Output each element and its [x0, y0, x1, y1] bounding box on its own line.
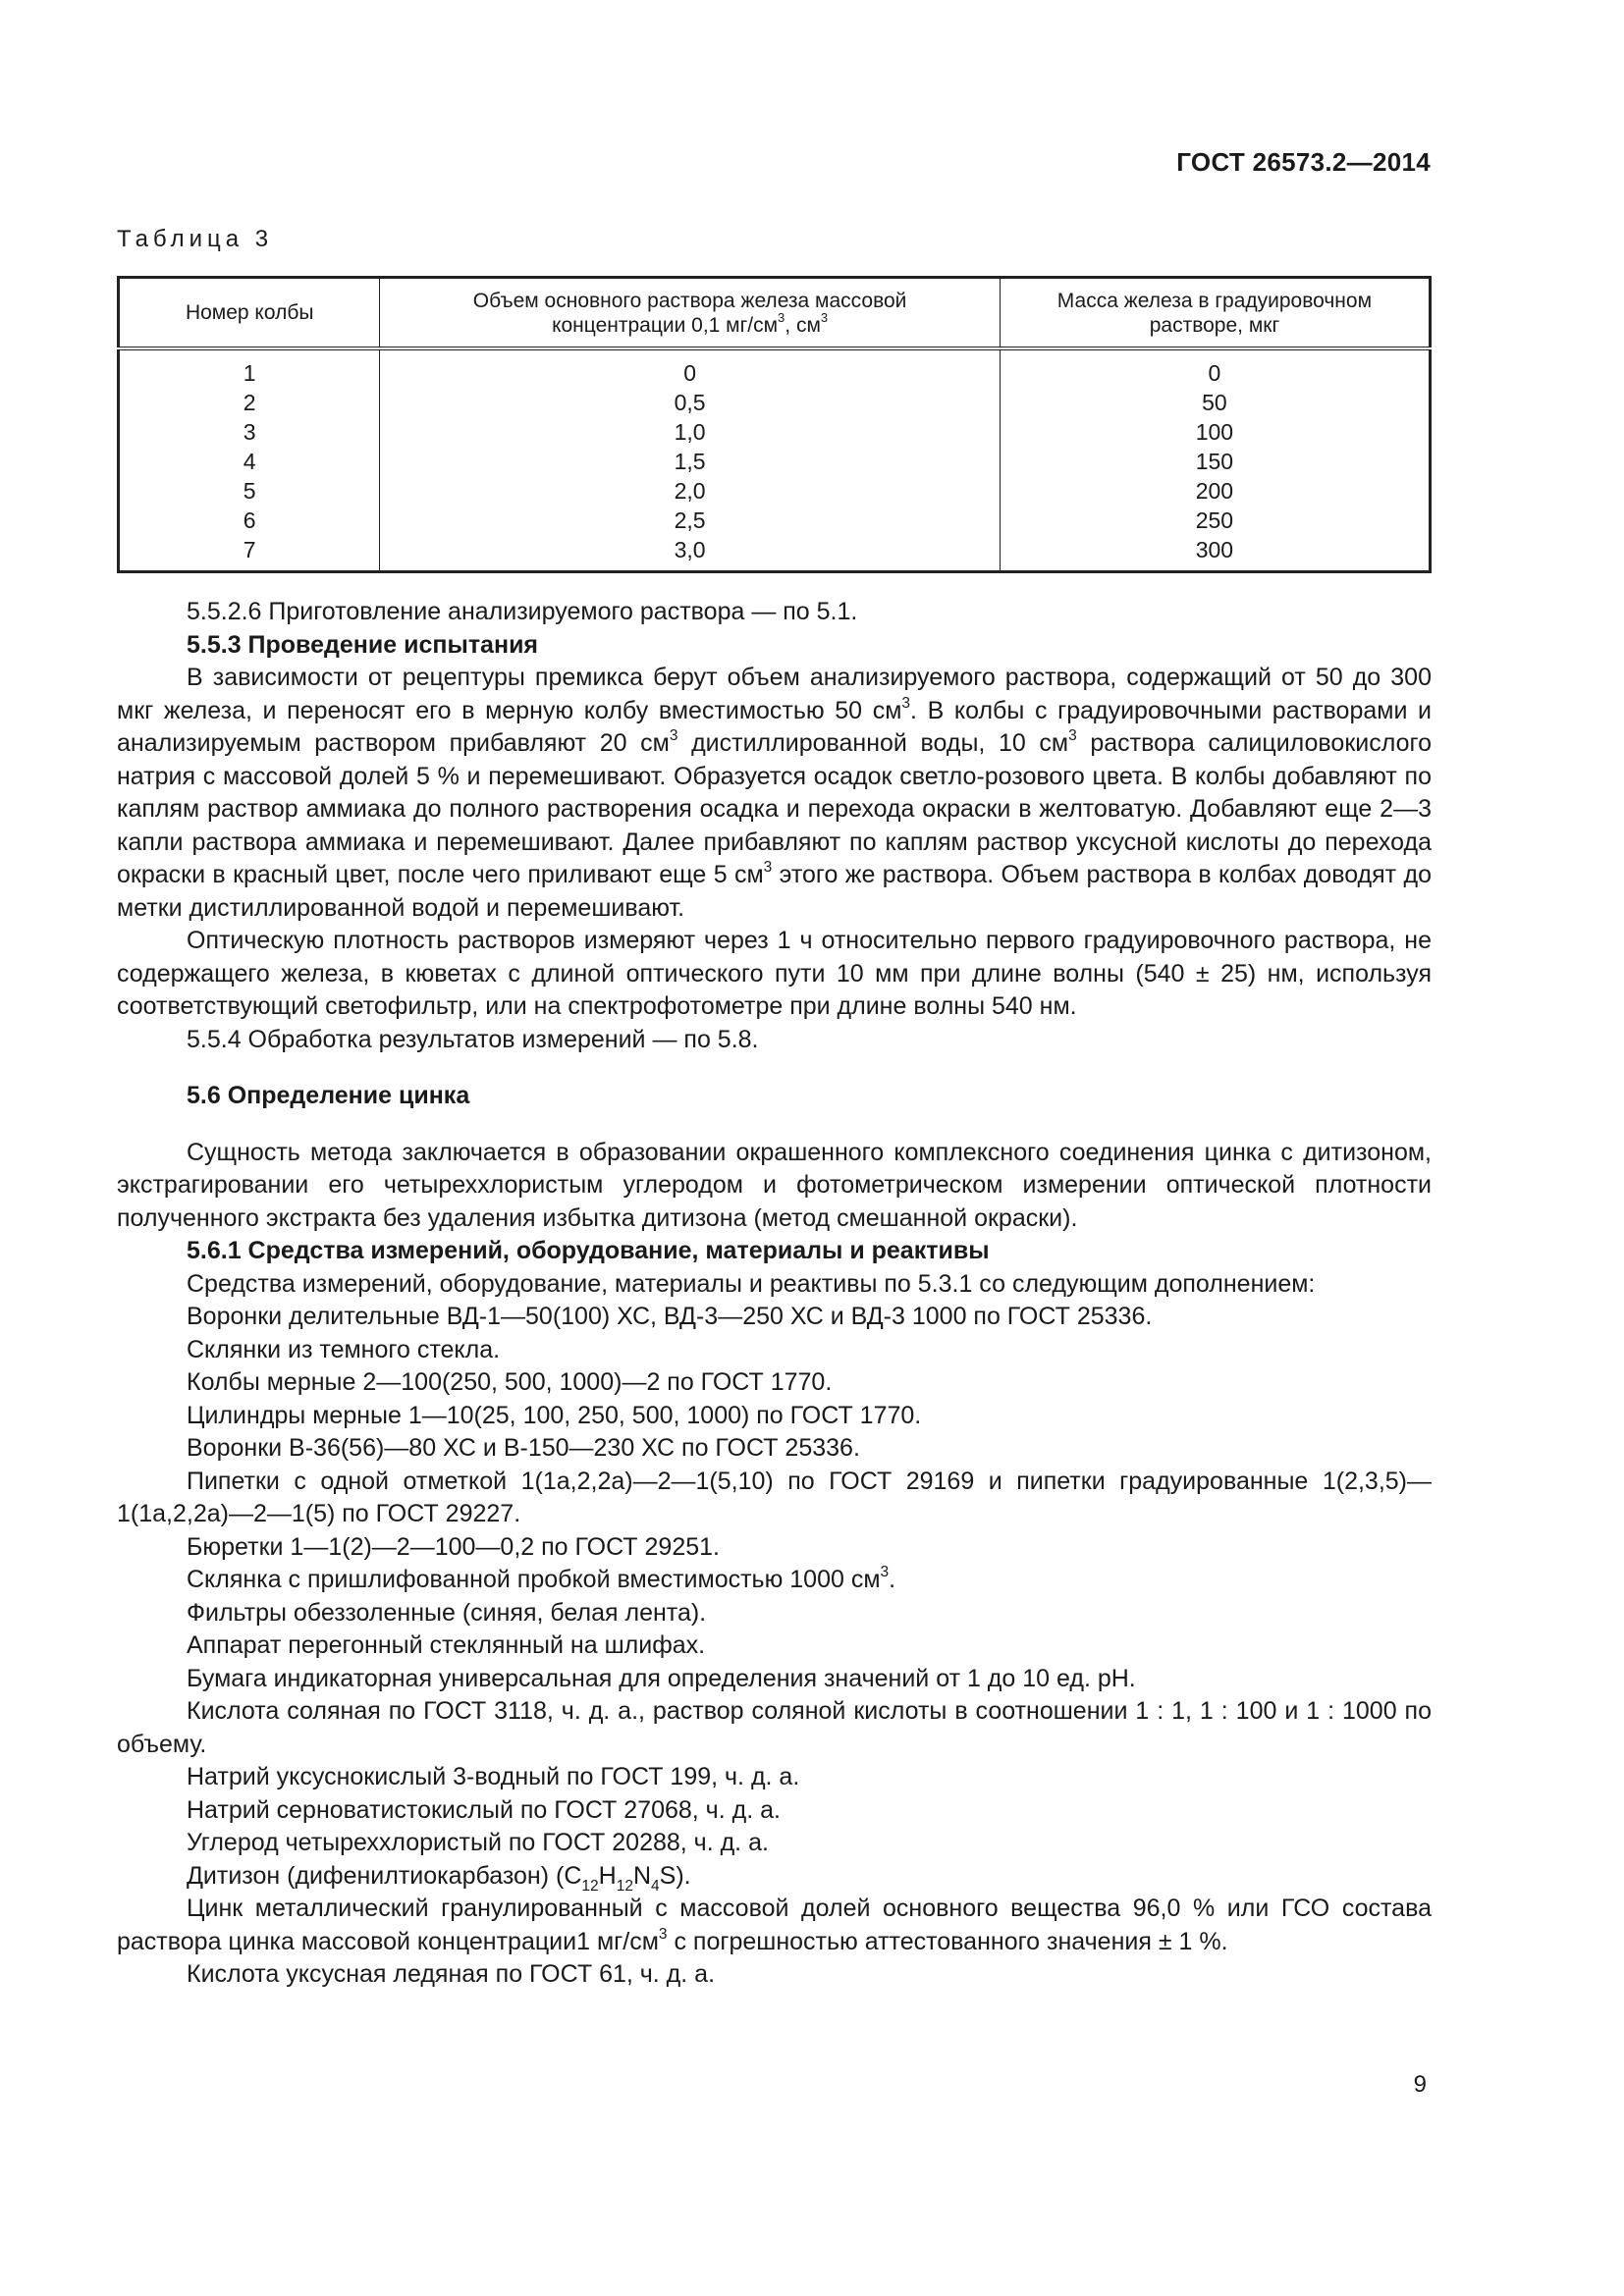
- header-iron-mass: Масса железа в градуировочном растворе, мкг: [1000, 278, 1430, 349]
- table-cell: 4: [243, 449, 256, 474]
- section-heading: 5.6.1 Средства измерений, оборудование, материалы и реактивы: [187, 1237, 990, 1264]
- table-cell: 300: [1195, 537, 1234, 562]
- list-item: Кислота соляная по ГОСТ 3118, ч. д. а., раствор соляной кислоты в соотношении 1 : 1, 1 : 100 и 1 : 1000 по объему.: [117, 1697, 1432, 1758]
- list-item: Цинк металлический гранулированный с массовой долей основного вещества 96,0 % или ГСО состава раствора цинка массовой концентрации1 $мг/см^3$ с погрешностью аттестованного значения ± 1 %.: [117, 1895, 1432, 1955]
- list-item: Углерод четыреххлористый по ГОСТ 20288, ч. д. а.: [187, 1829, 769, 1856]
- table-cell: 5: [243, 478, 256, 504]
- section-heading: 5.5.3 Проведение испытания: [187, 630, 539, 659]
- list-item: Склянки из темного стекла.: [187, 1335, 501, 1363]
- table-cell: 0,5: [674, 390, 706, 415]
- table-cell: 2,5: [674, 507, 706, 533]
- volume-column: [380, 348, 1000, 572]
- flask-number-column: [119, 348, 380, 572]
- table-cell: 2,0: [674, 478, 706, 504]
- table-cell: 3: [243, 419, 256, 445]
- list-item: Колбы мерные 2—100(250, 500, 1000)—2 по ГОСТ 1770.: [187, 1368, 833, 1396]
- list-item: Бумага индикаторная универсальная для определения значений от 1 до 10 ед. рН.: [187, 1664, 1136, 1692]
- page-number: 9: [1413, 2071, 1427, 2098]
- table-cell: 0: [1208, 360, 1221, 386]
- iron-mass-column: [1000, 348, 1430, 572]
- table-cell: 200: [1195, 478, 1234, 504]
- table-cell: 100: [1195, 419, 1234, 445]
- table-header-row: [119, 278, 1431, 349]
- list-item: Аппарат перегонный стеклянный на шлифах.: [187, 1631, 706, 1659]
- table-cell: 2: [243, 390, 256, 415]
- header-flask-number: Номер колбы: [119, 278, 380, 349]
- table-cell: 50: [1202, 390, 1227, 415]
- table-cell: 1,0: [674, 419, 706, 445]
- list-item: Цилиндры мерные 1—10(25, 100, 250, 500, 1000) по ГОСТ 1770.: [187, 1401, 922, 1429]
- list-item: Воронки В-36(56)—80 ХС и В-150—230 ХС по ГОСТ 25336.: [187, 1434, 860, 1462]
- calibration-table: [117, 276, 1432, 573]
- table-cell: 6: [243, 507, 256, 533]
- paragraph: 5.5.4 Обработка результатов измерений — по 5.8.: [187, 1025, 759, 1053]
- header-volume: Объем основного раствора железа массовой концентрации 0,1 $мг/см^3$, $см^3$: [380, 278, 1000, 349]
- table-cell: 1,5: [674, 449, 706, 474]
- body-text: [117, 596, 1432, 1992]
- list-item: Кислота уксусная ледяная по ГОСТ 61, ч. д. а.: [187, 1960, 716, 1988]
- list-item: Пипетки с одной отметкой 1(1а,2,2а)—2—1(5,10) по ГОСТ 29169 и пипетки градуированные 1(2,3,5)—1(1а,2,2а)—2—1(5) по ГОСТ 29227.: [117, 1467, 1432, 1527]
- list-item: Натрий уксуснокислый 3-водный по ГОСТ 199, ч. д. а.: [187, 1763, 800, 1790]
- paragraph: В зависимости от рецептуры премикса берут объем анализируемого раствора, содержащий от 50 до 300 мкг железа, и переносят его в мерную колбу вместимостью 50 $см^3$. В колбы с градуировочными растворами и анализируемым раствором прибавляют 20 $см^3$ дистиллированной воды, 10 $см^3$ раствора салициловокислого натрия с массовой долей 5 % и перемешивают. Образуется осадок светло-розового цвета. В колбы добавляют по каплям раствор аммиака до полного растворения осадка и перехода окраски в желтоватую. Добавляют еще 2—3 капли раствора аммиака и перемешивают. Далее прибавляют по каплям раствор уксусной кислоты до перехода окраски в красный цвет, после чего приливают еще 5 $см^3$ этого же раствора. Объем раствора в колбах доводят до метки дистиллированной водой и перемешивают.: [117, 664, 1432, 922]
- table-body-row: [119, 348, 1431, 572]
- paragraph: Сущность метода заключается в образовании окрашенного комплексного соединения цинка с дитизоном, экстрагировании его четыреххлористым углеродом и фотометрическом измерении оптической плотности полученного экстракта без удаления избытка дитизона (метод смешанной окраски).: [117, 1138, 1432, 1232]
- paragraph: Средства измерений, оборудование, материалы и реактивы по 5.3.1 со следующим дополнением:: [187, 1269, 1316, 1298]
- table-cell: 7: [243, 537, 256, 562]
- paragraph: Оптическую плотность растворов измеряют через 1 ч относительно первого градуировочного раствора, не содержащего железа, в кюветах с длиной оптического пути 10 мм при длине волны (540 ± 25) нм, используя соответствующий светофильтр, или на спектрофотометре при длине волны 540 нм.: [117, 927, 1432, 1020]
- table-caption: Таблица 3: [117, 226, 274, 252]
- standard-header: ГОСТ 26573.2—2014: [1176, 147, 1431, 177]
- list-item: Воронки делительные ВД-1—50(100) ХС, ВД-3—250 ХС и ВД-3 1000 по ГОСТ 25336.: [187, 1303, 1153, 1330]
- list-item: Фильтры обеззоленные (синяя, белая лента).: [187, 1598, 707, 1627]
- table-cell: 0: [683, 360, 697, 386]
- table-cell: 3,0: [674, 537, 706, 562]
- section-heading: 5.6 Определение цинка: [187, 1082, 470, 1109]
- table-cell: 150: [1195, 449, 1234, 474]
- list-item: Дитизон (дифенилтиокарбазон) $(С_{12}Н_{12}N_4S)$.: [187, 1861, 691, 1896]
- table-cell: 1: [243, 360, 256, 386]
- list-item: Склянка с пришлифованной пробкой вместимостью 1000 $см^3$.: [187, 1564, 896, 1593]
- paragraph: 5.5.2.6 Приготовление анализируемого раствора — по 5.1.: [187, 598, 858, 625]
- list-item: Натрий серноватистокислый по ГОСТ 27068, ч. д. а.: [187, 1795, 781, 1824]
- list-item: Бюретки 1—1(2)—2—100—0,2 по ГОСТ 29251.: [187, 1532, 720, 1561]
- table-cell: 250: [1195, 507, 1234, 533]
